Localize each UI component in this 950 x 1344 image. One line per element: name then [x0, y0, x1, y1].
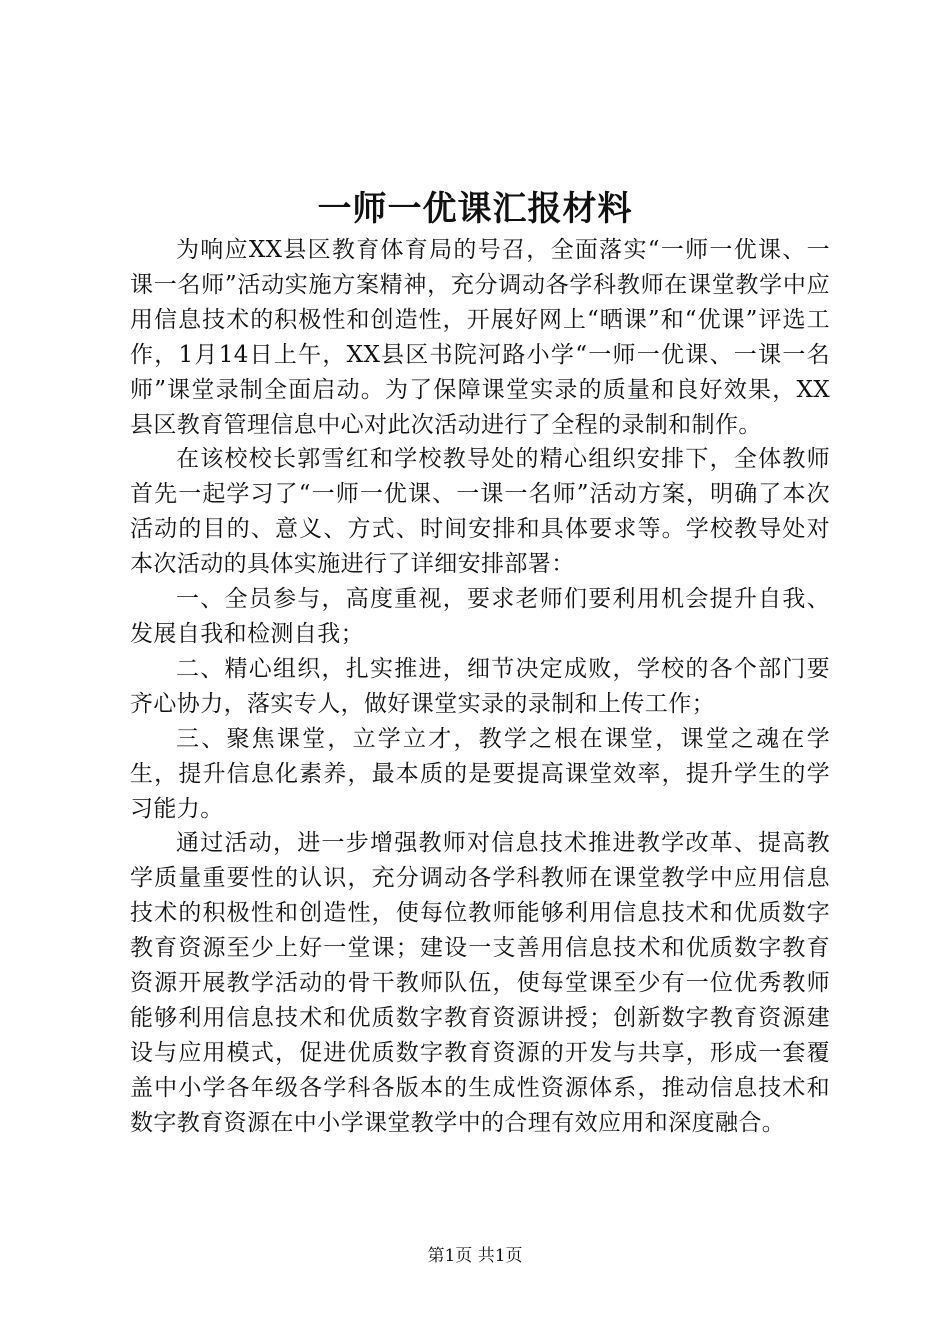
document-body: [130, 233, 830, 1141]
page-number-footer: 第1页 共1页: [427, 1246, 523, 1266]
paragraph-6: 通过活动，进一步增强教师对信息技术推进教学改革、提高教学质量重要性的认识，充分调动各学科教师在课堂教学中应用信息技术的积极性和创造性，使每位教师能够利用信息技术和优质数字教育资源至少上好一堂课；建设一支善用信息技术和优质数字教育资源开展教学活动的骨干教师队伍，使每堂课至少有一位优秀教师能够利用信息技术和优质数字教育资源讲授；创新数字教育资源建设与应用模式，促进优质数字教育资源的开发与共享，形成一套覆盖中小学各年级各学科各版本的生成性资源体系，推动信息技术和数字教育资源在中小学课堂教学中的合理有效应用和深度融合。: [130, 830, 830, 1136]
document-title: 一师一优课汇报材料: [317, 189, 633, 229]
paragraph-2: 在该校校长郭雪红和学校教导处的精心组织安排下，全体教师首先一起学习了“一师一优课、一课一名师”活动方案，明确了本次活动的目的、意义、方式、时间安排和具体要求等。学校教导处对本次活动的具体实施进行了详细安排部署：: [130, 446, 830, 578]
paragraph-4: 二、精心组织，扎实推进，细节决定成败，学校的各个部门要齐心协力，落实专人，做好课堂实录的录制和上传工作；: [130, 655, 830, 717]
paragraph-5: 三、聚焦课堂，立学立才，教学之根在课堂，课堂之魂在学生，提升信息化素养，最本质的是要提高课堂效率，提升学生的学习能力。: [130, 725, 830, 822]
paragraph-1: 为响应XX县区教育体育局的号召，全面落实“一师一优课、一课一名师”活动实施方案精神，充分调动各学科教师在课堂教学中应用信息技术的积极性和创造性，开展好网上“晒课”和“优课”评选工作，1月14日上午，XX县区书院河路小学“一师一优课、一课一名师”课堂录制全面启动。为了保障课堂实录的质量和良好效果，XX县区教育管理信息中心对此次活动进行了全程的录制和制作。: [130, 237, 830, 438]
paragraph-3: 一、全员参与，高度重视，要求老师们要利用机会提升自我、发展自我和检测自我；: [130, 586, 830, 647]
